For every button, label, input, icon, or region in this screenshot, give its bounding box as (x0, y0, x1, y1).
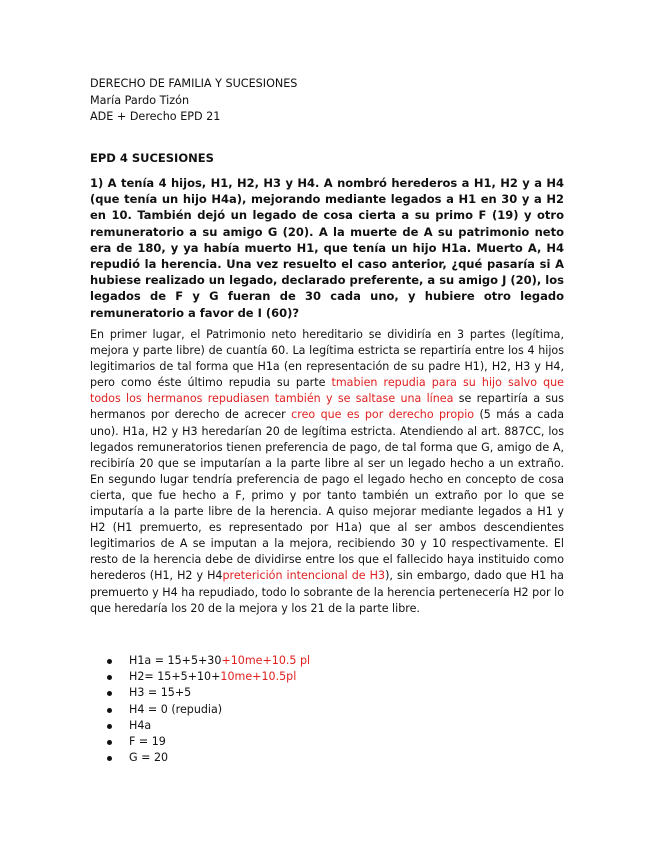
annotation-red-2: creo que es por derecho propio (291, 408, 475, 422)
question-text: 1) A tenía 4 hijos, H1, H2, H3 y H4. A nombró herederos a H1, H2 y a H4 (que tenía un hijo H4a), mejorando mediante legados a H1 en 30 y a H2 en 10. También dejó un legado de cosa cierta a su primo F (19) y otro remuneratorio a su amigo G (20). A la muerte de A su patrimonio neto era de 180, y ya había muerto H1, que tenía un hijo H1a. Muerto A, H4 repudió la herencia. Una vez resuelto el caso anterior, ¿qué pasaría si A hubiese realizado un legado, declarado preferente, a su amigo J (20), los legados de F y G fueran de 30 cada uno, y hubiere otro legado remuneratorio a favor de I (60)? (90, 176, 564, 320)
answer-paragraph (90, 327, 564, 617)
answer-text-4: ), sin embargo, dado que H1 ha premuerto y H4 ha repudiado, todo lo sobrante de la herencia pertenecería H2 por lo que heredaría los 20 de la mejora y los 21 de la parte libre. (90, 569, 564, 615)
bullet-icon (107, 675, 112, 680)
bullet-icon (107, 659, 112, 664)
list-item: H1a = 15+5+30+10me+10.5 pl (107, 653, 310, 669)
answer-text-2: se repartiría a sus hermanos por derecho de acrecer (90, 392, 564, 422)
answer-text-1: En primer lugar, el Patrimonio neto hereditario se dividiría en 3 partes (legítima, mejora y parte libre) de cuantía 60. La legítima estricta se repartiría entre los 4 hijos legitimarios de tal forma que H1a (en representación de su padre H1), H2, H3 y H4, pero como éste último repudia su parte (90, 328, 564, 390)
list-item: H4 = 0 (repudia) (107, 702, 310, 718)
list-item: G = 20 (107, 750, 310, 766)
annotation-red: 10me+10.5pl (220, 670, 297, 684)
bullet-icon (107, 691, 112, 696)
annotation-red: +10me+10.5 pl (221, 654, 311, 667)
bullet-icon (107, 740, 112, 745)
group-label: ADE + Derecho EPD 21 (90, 110, 221, 123)
bullet-icon (107, 756, 112, 761)
list-item: H3 = 15+5 (107, 685, 310, 701)
section-title: EPD 4 SUCESIONES (90, 151, 214, 165)
bullet-icon (107, 708, 112, 713)
list-item: H4a (107, 718, 310, 734)
annotation-red-1: tmabien repudia para su hijo salvo que todos los hermanos repudiasen también y se saltase una línea (90, 376, 564, 406)
annotation-red-3: preterición intencional de H3 (222, 569, 386, 583)
course-title: DERECHO DE FAMILIA Y SUCESIONES (90, 77, 298, 90)
results-list (107, 653, 310, 766)
answer-text-3: (5 más a cada uno). H1a, H2 y H3 heredarían 20 de legítima estricta. Atendiendo al art. 887CC, los legados remuneratorios tienen preferencia de pago, de tal forma que G, amigo de A, recibiría 20 que se imputarían a la parte libre al ser un legado hecho a un extraño. En segundo lugar tendría preferencia de pago el legado hecho en concepto de cosa cierta, que fue hecho a F, primo y por tanto también un extraño por lo que se imputaría a la parte libre de la herencia. A quiso mejorar mediante legados a H1 y H2 (H1 premuerto, es representado por H1a) que al ser ambos descendientes legitimarios de A se imputan a la mejora, recibiendo 30 y 10 respectivamente. El resto de la herencia debe de dividirse entre los que el fallecido haya instituido como herederos (H1, H2 y H4 (90, 408, 564, 583)
author-name: María Pardo Tizón (90, 93, 190, 107)
list-item: F = 19 (107, 734, 310, 750)
list-item: H2= 15+5+10+10me+10.5pl (107, 669, 310, 685)
bullet-icon (107, 724, 112, 729)
